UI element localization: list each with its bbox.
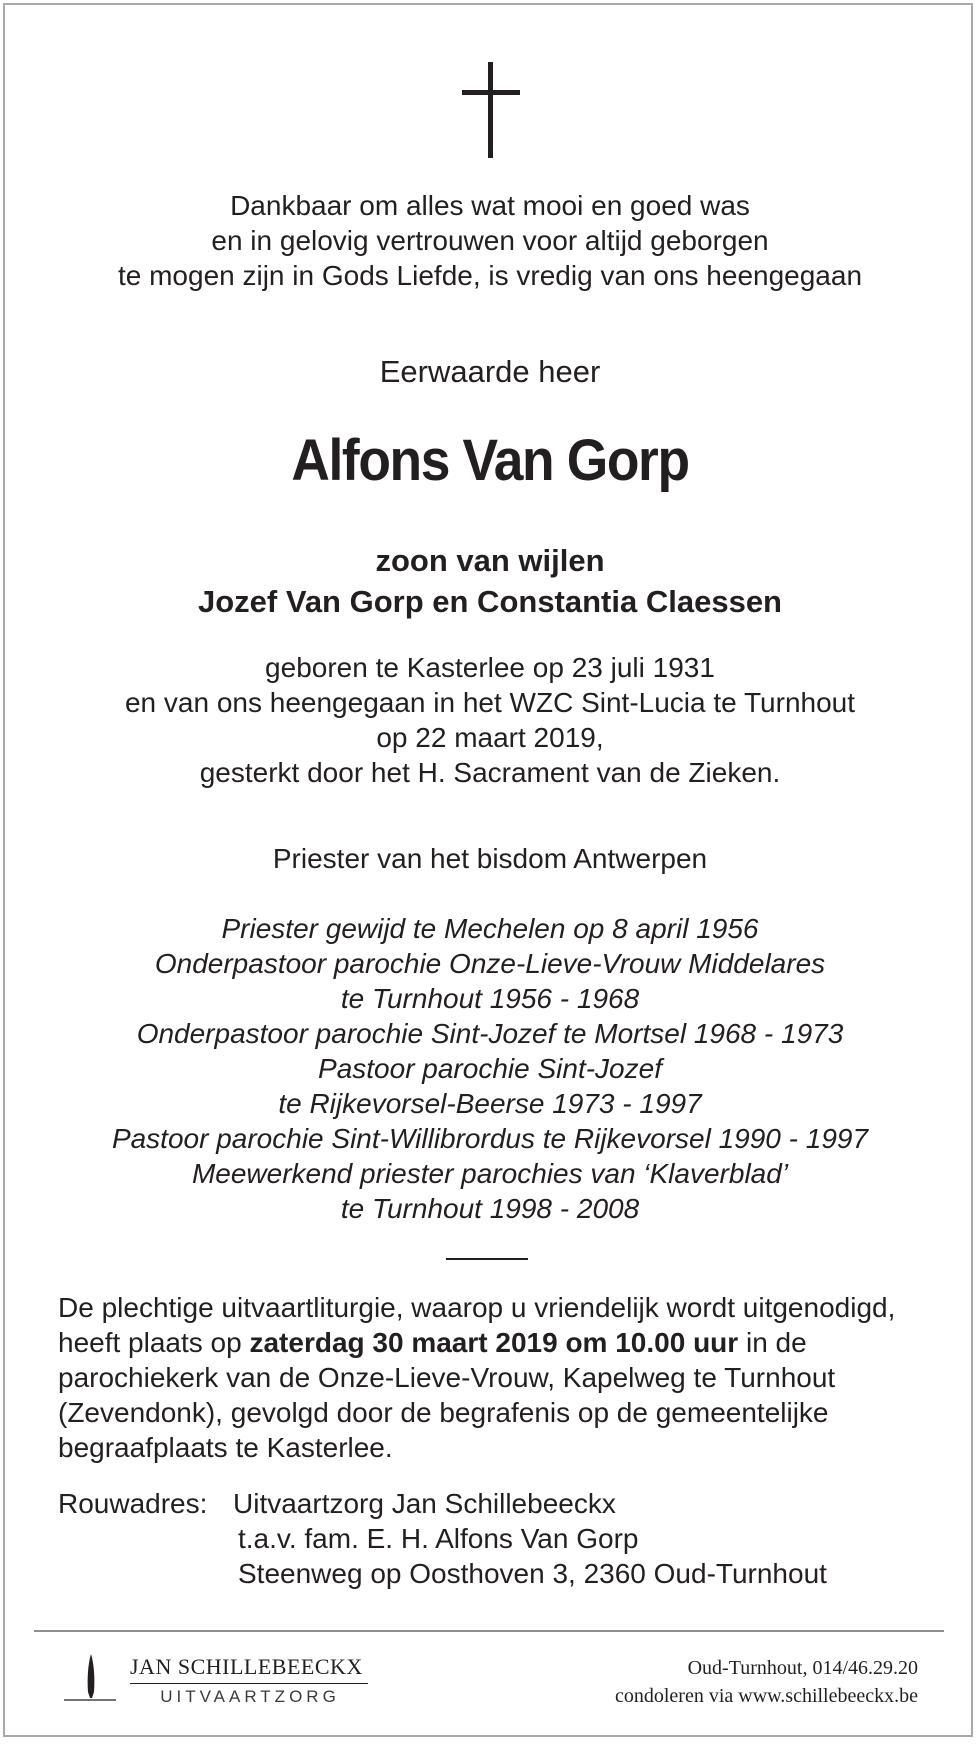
- career-list: [0, 911, 980, 1226]
- address-line: t.a.v. fam. E. H. Alfons Van Gorp: [238, 1523, 639, 1554]
- mourning-address: [58, 1486, 938, 1591]
- diocese: Priester van het bisdom Antwerpen: [272, 843, 708, 874]
- deceased-name: Alfons Van Gorp: [291, 428, 689, 493]
- address-line: Uitvaartzorg Jan Schillebeeckx: [233, 1488, 616, 1519]
- career-line: te Turnhout 1998 - 2008: [340, 1193, 640, 1224]
- address-label: Rouwadres:: [58, 1488, 208, 1519]
- birth-line: geboren te Kasterlee op 23 juli 1931: [265, 652, 715, 683]
- birth-death-info: [0, 650, 980, 790]
- footer-divider: [34, 1630, 944, 1632]
- career-line: Pastoor parochie Sint-Jozef: [318, 1053, 662, 1084]
- intro-text: [0, 188, 980, 293]
- career-line: Onderpastoor parochie Sint-Jozef te Mortsel 1968 - 1973: [136, 1018, 844, 1049]
- birth-line: gesterkt door het H. Sacrament van de Zieken.: [199, 757, 781, 788]
- intro-line: te mogen zijn in Gods Liefde, is vredig van ons heengegaan: [117, 260, 863, 291]
- cross-icon: [462, 62, 520, 158]
- career-line: te Rijkevorsel-Beerse 1973 - 1997: [278, 1088, 702, 1119]
- funeral-text: De plechtige uitvaartliturgie, waarop u vriendelijk wordt uitgenodigd, heeft plaats op: [58, 1292, 896, 1358]
- career-line: te Turnhout 1956 - 1968: [340, 983, 640, 1014]
- funeral-info: [58, 1290, 938, 1465]
- career-line: Meewerkend priester parochies van ‘Klaverblad’: [191, 1158, 789, 1189]
- career-line: Onderpastoor parochie Onze-Lieve-Vrouw Middelares: [154, 948, 826, 979]
- contact-phone: Oud-Turnhout, 014/46.29.20: [687, 1657, 918, 1679]
- birth-line: en van ons heengegaan in het WZC Sint-Lucia te Turnhout: [124, 687, 856, 718]
- career-line: Pastoor parochie Sint-Willibrordus te Rijkevorsel 1990 - 1997: [111, 1123, 869, 1154]
- logo-subtitle: UITVAARTZORG: [160, 1687, 340, 1706]
- honorific: Eerwaarde heer: [379, 354, 601, 389]
- career-line: Priester gewijd te Mechelen op 8 april 1956: [221, 913, 759, 944]
- intro-line: en in gelovig vertrouwen voor altijd geborgen: [211, 225, 769, 256]
- contact-info: [615, 1654, 918, 1710]
- funeral-date: zaterdag 30 maart 2019: [249, 1327, 558, 1358]
- logo-name: JAN SCHILLEBEECKX: [130, 1654, 363, 1679]
- logo-rule: [130, 1683, 368, 1684]
- parents: [0, 540, 980, 622]
- address-line: Steenweg op Oosthoven 3, 2360 Oud-Turnhout: [238, 1558, 827, 1589]
- birth-line: op 22 maart 2019,: [376, 722, 604, 753]
- contact-website[interactable]: condoleren via www.schillebeeckx.be: [614, 1685, 918, 1707]
- divider: [446, 1258, 528, 1260]
- cypress-tree-icon: [60, 1652, 120, 1706]
- intro-line: Dankbaar om alles wat mooi en goed was: [230, 190, 750, 221]
- parents-line: zoon van wijlen: [375, 543, 605, 578]
- parents-line: Jozef Van Gorp en Constantia Claessen: [198, 584, 782, 619]
- funeral-time: om 10.00 uur: [565, 1327, 739, 1358]
- funeral-text: in de parochiekerk van de Onze-Lieve-Vrouw, Kapelweg te Turnhout (Zevendonk), gevolgd door de begrafenis op de gemeentelijke begraafplaats te Kasterlee.: [58, 1327, 836, 1463]
